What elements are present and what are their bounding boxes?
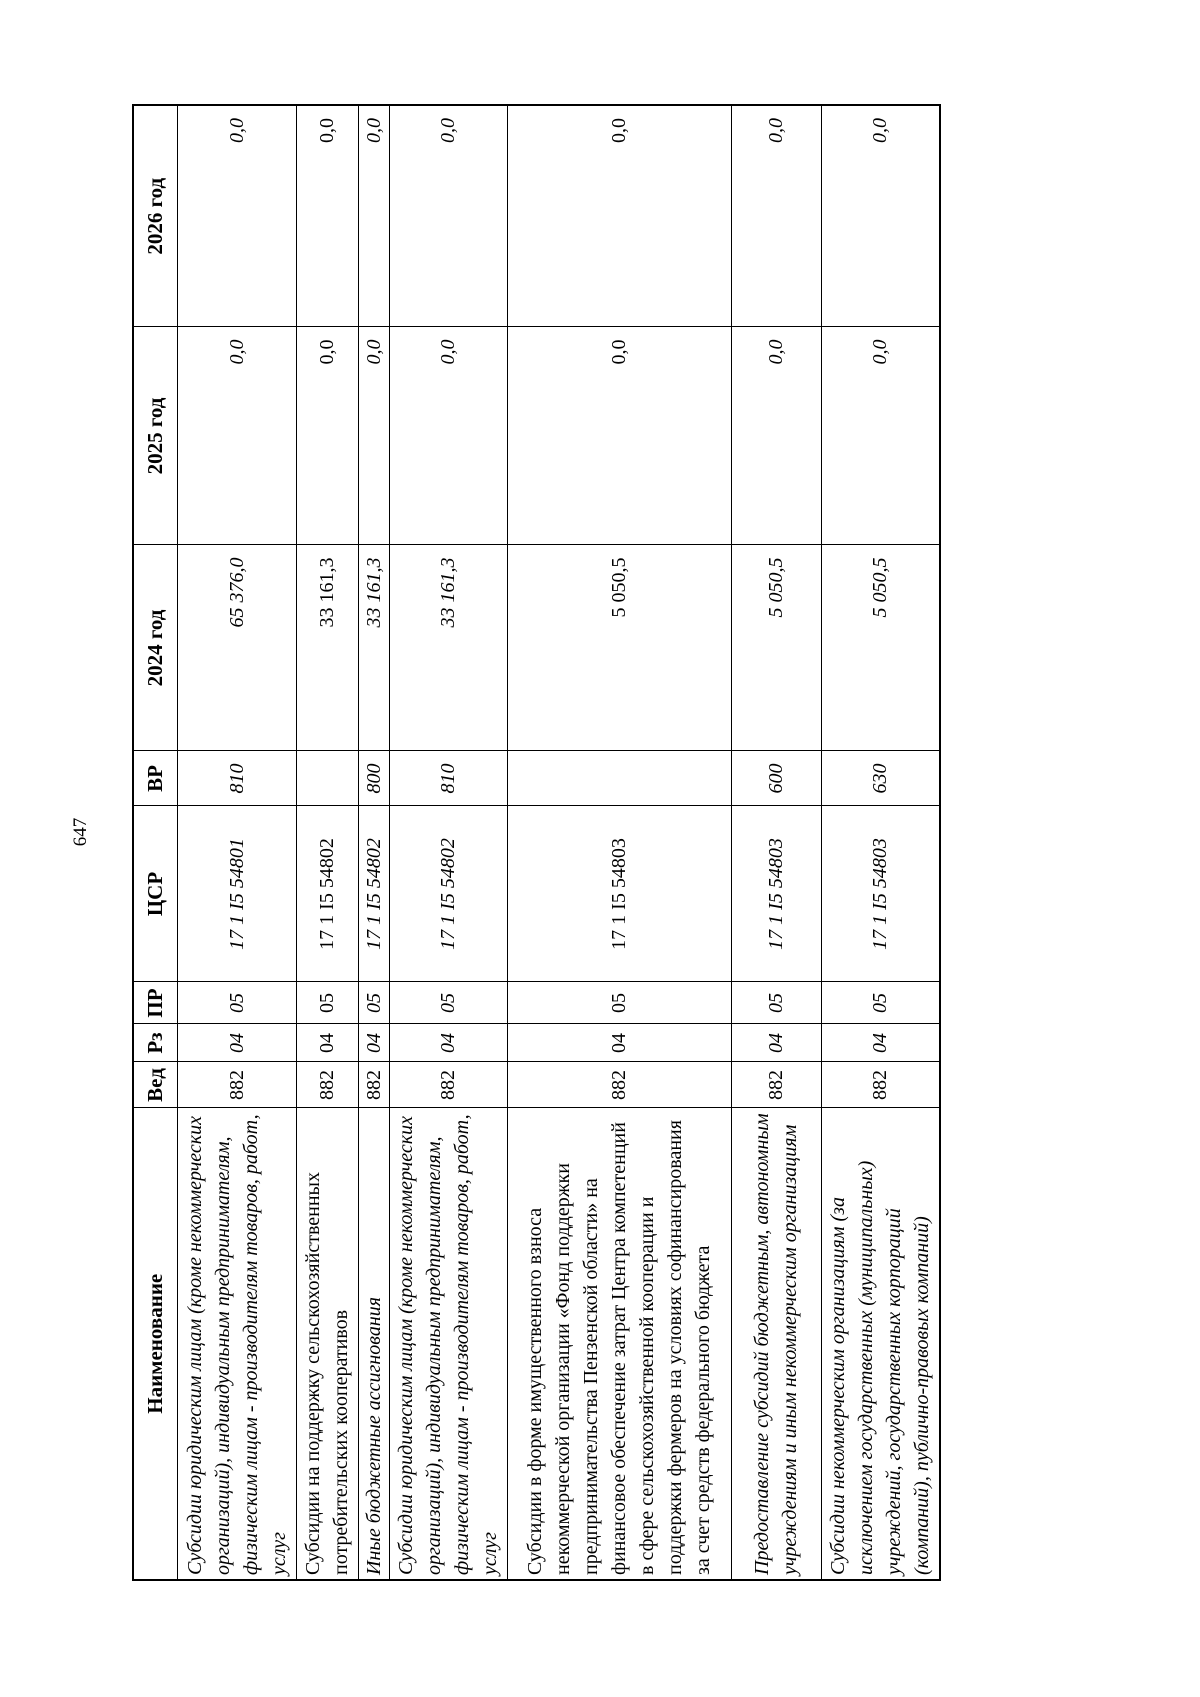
row-vr: 810 [389,751,507,806]
row-csr: 17 1 I5 54803 [507,806,731,982]
row-2024: 65 376,0 [177,545,296,751]
row-vr: 600 [731,751,821,806]
budget-table-container [132,106,934,1581]
table-row [358,105,389,1580]
row-2026: 0,0 [389,105,507,327]
header-rz: Рз [133,1024,177,1062]
budget-table [132,104,941,1581]
row-pr: 05 [821,982,940,1024]
row-2026: 0,0 [821,105,940,327]
row-2024: 33 161,3 [389,545,507,751]
row-2026: 0,0 [507,105,731,327]
table-row [507,105,731,1580]
row-ved: 882 [731,1062,821,1108]
table-row [731,105,821,1580]
row-name: Предоставление субсидий бюджетным, автономным учреждениям и иным некоммерческим организациям [731,1108,821,1580]
page-number: 647 [70,817,91,847]
row-2024: 33 161,3 [358,545,389,751]
row-ved: 882 [821,1062,940,1108]
row-2024: 5 050,5 [821,545,940,751]
header-name: Наименование [133,1108,177,1580]
row-vr [507,751,731,806]
row-pr: 05 [389,982,507,1024]
row-rz: 04 [389,1024,507,1062]
row-rz: 04 [731,1024,821,1062]
header-pr: ПР [133,982,177,1024]
table-header-row [133,105,177,1580]
row-2024: 33 161,3 [296,545,358,751]
row-ved: 882 [358,1062,389,1108]
row-2024: 5 050,5 [507,545,731,751]
row-rz: 04 [296,1024,358,1062]
row-name: Иные бюджетные ассигнования [358,1108,389,1580]
row-csr: 17 1 I5 54802 [296,806,358,982]
row-csr: 17 1 I5 54802 [358,806,389,982]
row-rz: 04 [821,1024,940,1062]
header-2026: 2026 год [133,105,177,327]
row-vr: 800 [358,751,389,806]
row-vr: 630 [821,751,940,806]
row-rz: 04 [358,1024,389,1062]
row-name: Субсидии юридическим лицам (кроме некоммерческих организаций), индивидуальным предпринимателям, физическим лицам - производителям товаров, работ, услуг [389,1108,507,1580]
row-2025: 0,0 [177,327,296,545]
table-row [821,105,940,1580]
header-2024: 2024 год [133,545,177,751]
row-2024: 5 050,5 [731,545,821,751]
row-rz: 04 [177,1024,296,1062]
header-vr: ВР [133,751,177,806]
row-2025: 0,0 [389,327,507,545]
row-name: Субсидии на поддержку сельскохозяйственных потребительских кооперативов [296,1108,358,1580]
row-ved: 882 [296,1062,358,1108]
row-ved: 882 [177,1062,296,1108]
row-2026: 0,0 [358,105,389,327]
row-csr: 17 1 I5 54801 [177,806,296,982]
header-csr: ЦСР [133,806,177,982]
row-name: Субсидии некоммерческим организациям (за исключением государственных (муниципальных) учреждений, государственных корпораций (компаний), публично-правовых компаний) [821,1108,940,1580]
row-csr: 17 1 I5 54802 [389,806,507,982]
row-name: Субсидии в форме имущественного взноса некоммерческой организации «Фонд поддержки предпринимательства Пензенской области» на финансовое обеспечение затрат Центра компетенций в сфере сельскохозяйственной кооперации и поддержки фермеров на условиях софинансирования за счет средств федерального бюджета [507,1108,731,1580]
row-pr: 05 [507,982,731,1024]
row-2025: 0,0 [821,327,940,545]
row-vr [296,751,358,806]
row-ved: 882 [389,1062,507,1108]
table-row [389,105,507,1580]
row-2025: 0,0 [296,327,358,545]
row-rz: 04 [507,1024,731,1062]
row-pr: 05 [358,982,389,1024]
row-2025: 0,0 [731,327,821,545]
row-2025: 0,0 [358,327,389,545]
row-pr: 05 [731,982,821,1024]
table-row [296,105,358,1580]
row-2026: 0,0 [731,105,821,327]
row-pr: 05 [296,982,358,1024]
row-name: Субсидии юридическим лицам (кроме некоммерческих организаций), индивидуальным предпринимателям, физическим лицам - производителям товаров, работ, услуг [177,1108,296,1580]
row-vr: 810 [177,751,296,806]
row-2025: 0,0 [507,327,731,545]
header-ved: Вед [133,1062,177,1108]
row-ved: 882 [507,1062,731,1108]
row-csr: 17 1 I5 54803 [821,806,940,982]
row-csr: 17 1 I5 54803 [731,806,821,982]
row-pr: 05 [177,982,296,1024]
row-2026: 0,0 [296,105,358,327]
table-row [177,105,296,1580]
header-2025: 2025 год [133,327,177,545]
row-2026: 0,0 [177,105,296,327]
